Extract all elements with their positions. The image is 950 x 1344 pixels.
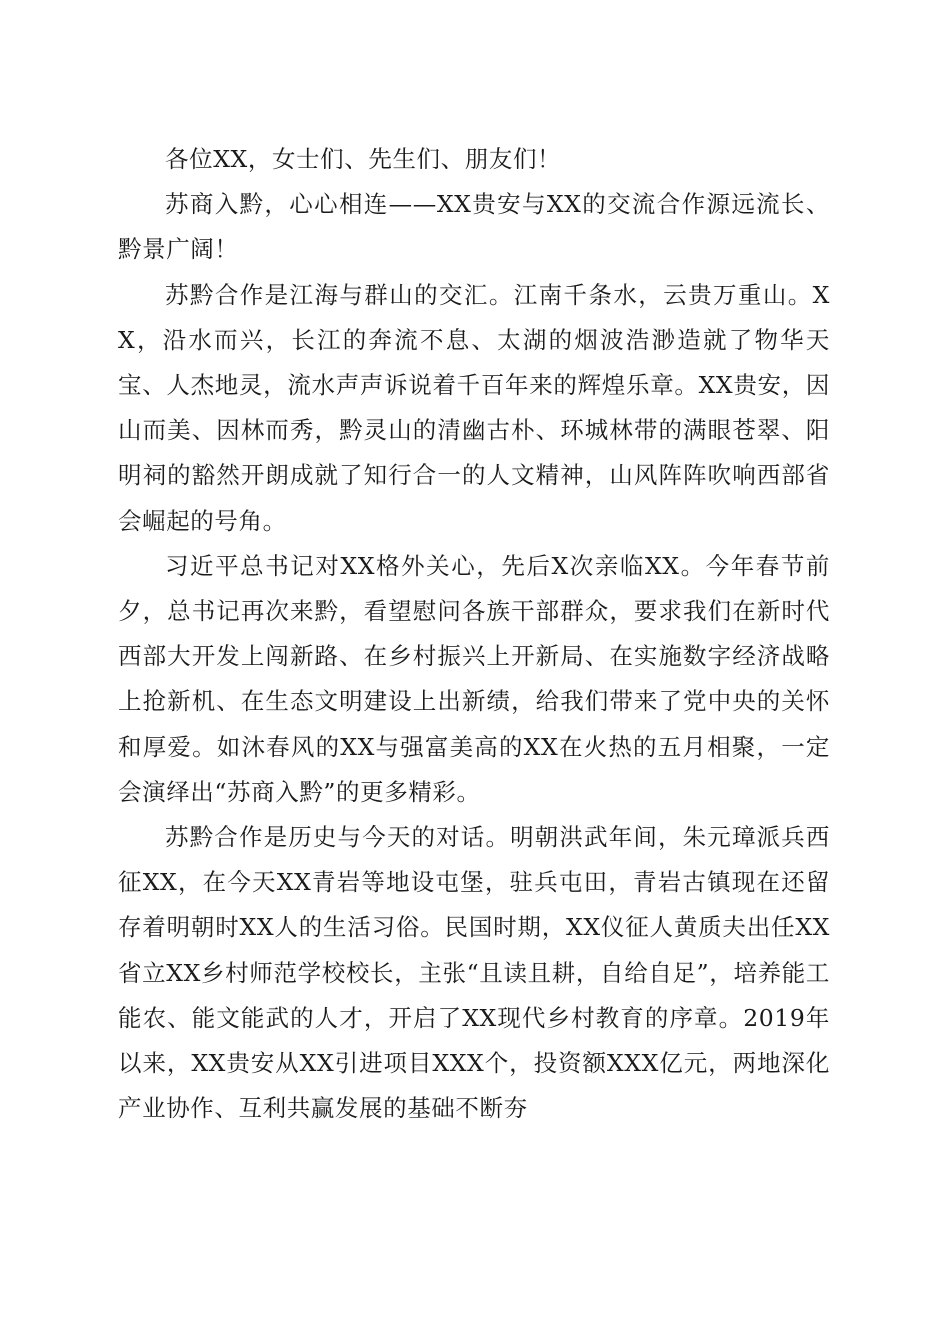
paragraph-history: 苏黔合作是历史与今天的对话。明朝洪武年间，朱元璋派兵西征XX，在今天XX青岩等地设屯堡，驻兵屯田，青岩古镇现在还留存着明朝时XX人的生活习俗。民国时期，XX仪征人黄质夫出任XX省立XX乡村师范学校校长，主张“且读且耕，自给自足”，培养能工能农、能文能武的人才，开启了XX现代乡村教育的序章。2019年以来，XX贵安从XX引进项目XXX个，投资额XXX亿元，两地深化产业协作、互利共赢发展的基础不断夯 [118, 823, 830, 1123]
paragraph-general-secretary: 习近平总书记对XX格外关心，先后X次亲临XX。今年春节前夕，总书记再次来黔，看望慰问各族干部群众，要求我们在新时代西部大开发上闯新路、在乡村振兴上开新局、在实施数字经济战略上抢新机、在生态文明建设上出新绩，给我们带来了党中央的关怀和厚爱。如沐春风的XX与强富美高的XX在火热的五月相聚，一定会演绎出“苏商入黔”的更多精彩。 [118, 551, 830, 806]
paragraph-intro: 苏商入黔，心心相连——XX贵安与XX的交流合作源远流长、黔景广阔！ [118, 190, 830, 264]
speech-body [118, 137, 830, 1131]
paragraph-rivers-mountains: 苏黔合作是江海与群山的交汇。江南千条水，云贵万重山。XX，沿水而兴，长江的奔流不息、太湖的烟波浩渺造就了物华天宝、人杰地灵，流水声声诉说着千百年来的辉煌乐章。XX贵安，因山而美、因林而秀，黔灵山的清幽古朴、环城林带的满眼苍翠、阳明祠的豁然开朗成就了知行合一的人文精神，山风阵阵吹响西部省会崛起的号角。 [118, 280, 830, 535]
paragraph-greeting: 各位XX，女士们、先生们、朋友们！ [165, 145, 562, 173]
